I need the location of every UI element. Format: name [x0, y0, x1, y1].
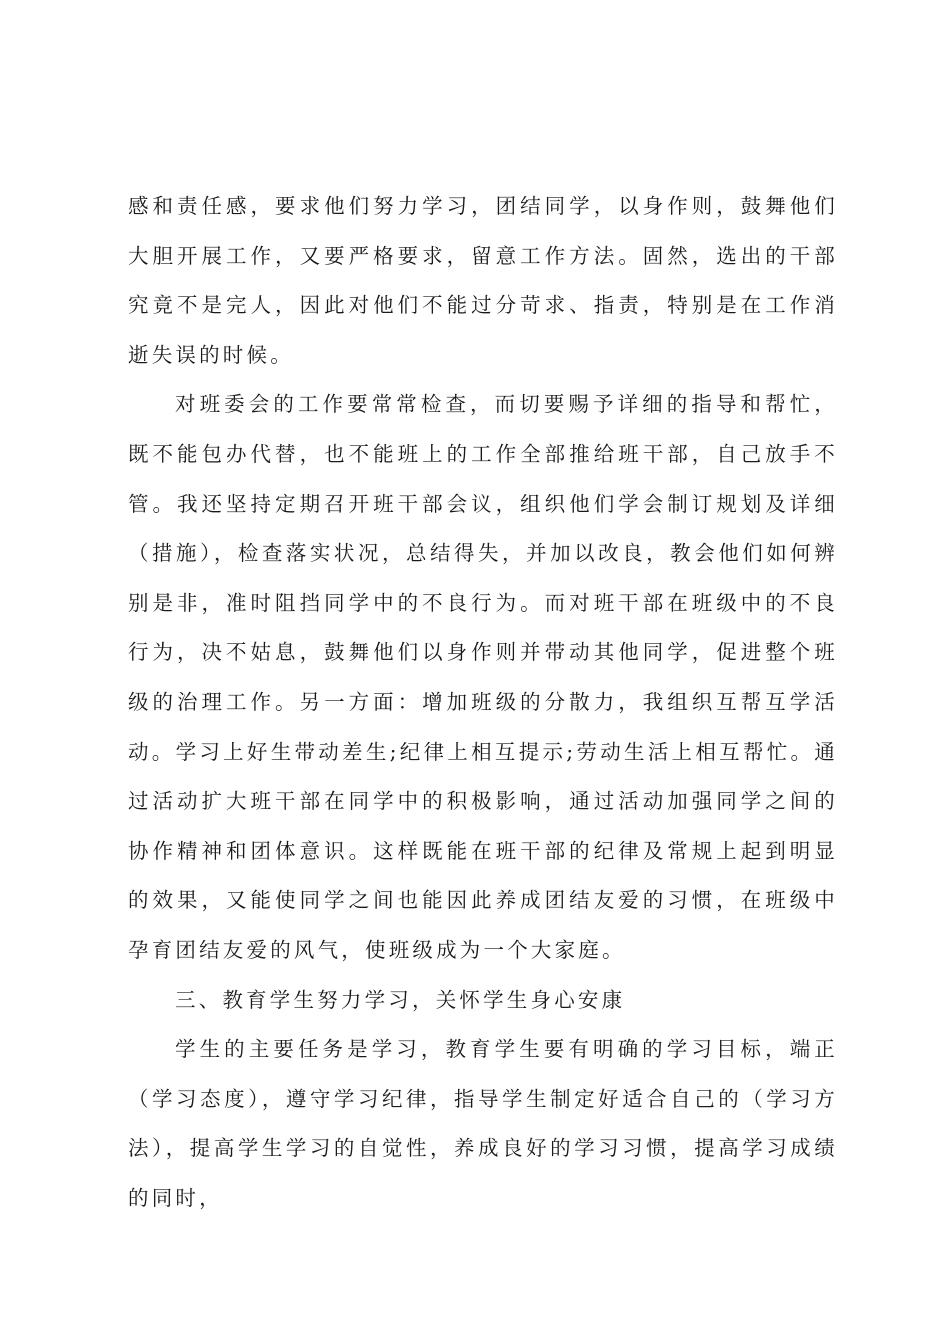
paragraph-student-study: 学生的主要任务是学习，教育学生要有明确的学习目标，端正（学习态度），遵守学习纪律，指导学生制定好适合自己的（学习方法），提高学生学习的自觉性，养成良好的学习习惯，提高学习成绩的同时，: [128, 1037, 838, 1210]
paragraph-class-committee: 对班委会的工作要常常检查，而切要赐予详细的指导和帮忙，既不能包办代替，也不能班上的工作全部推给班干部，自己放手不管。我还坚持定期召开班干部会议，组织他们学会制订规划及详细（措施），检查落实状况，总结得失，并加以改良，教会他们如何辨别是非，准时阻挡同学中的不良行为。而对班干部在班级中的不良行为，决不姑息，鼓舞他们以身作则并带动其他同学，促进整个班级的治理工作。另一方面：增加班级的分散力，我组织互帮互学活动。学习上好生带动差生;纪律上相互提示;劳动生活上相互帮忙。通过活动扩大班干部在同学中的积极影响，通过活动加强同学之间的协作精神和团体意识。这样既能在班干部的纪律及常规上起到明显的效果，又能使同学之间也能因此养成团结友爱的习惯，在班级中孕育团结友爱的风气，使班级成为一个大家庭。: [128, 392, 838, 962]
section-heading-three: 三、教育学生努力学习，关怀学生身心安康: [175, 987, 626, 1012]
paragraph-continuation: 感和责任感，要求他们努力学习，团结同学，以身作则，鼓舞他们大胆开展工作，又要严格要求，留意工作方法。固然，选出的干部究竟不是完人，因此对他们不能过分苛求、指责，特别是在工作消逝失误的时候。: [128, 194, 838, 367]
document-body: [128, 182, 838, 1223]
